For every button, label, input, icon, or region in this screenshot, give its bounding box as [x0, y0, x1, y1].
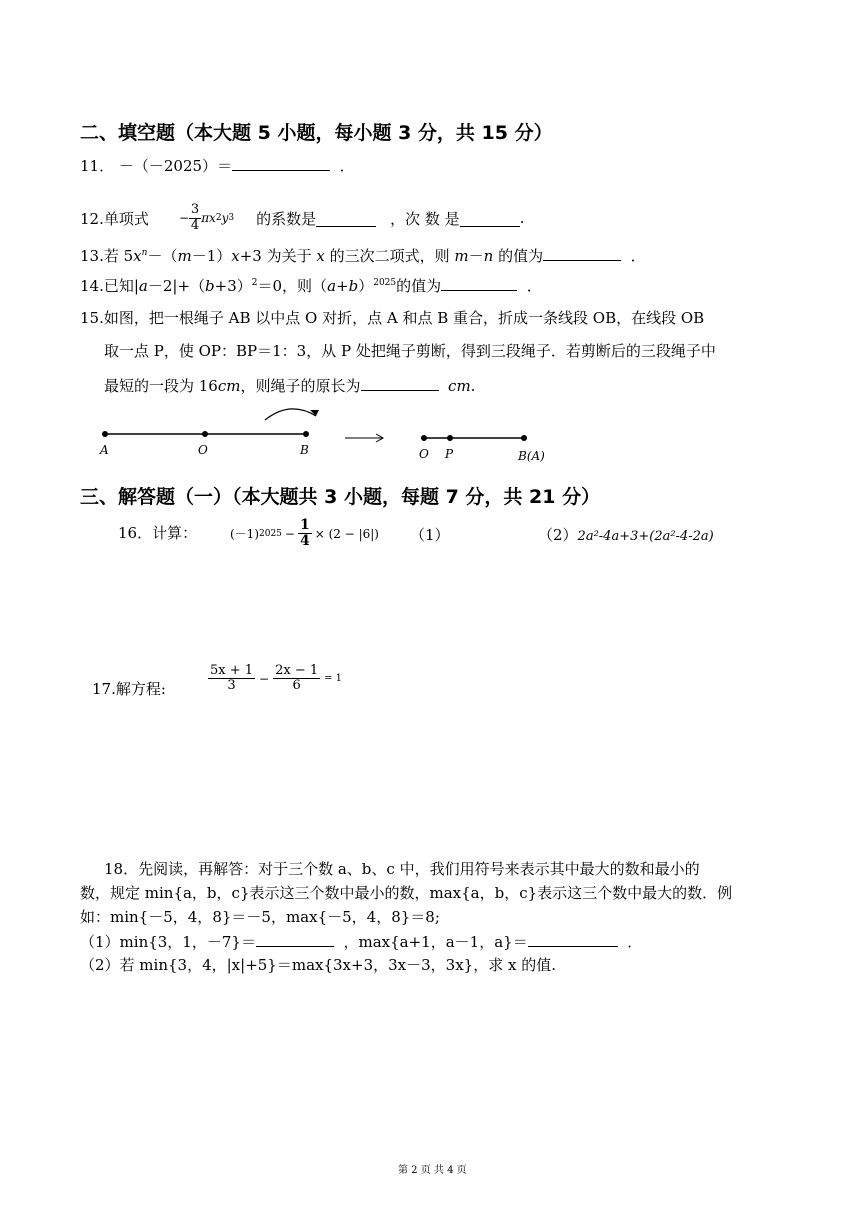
section-2-title: 二、填空题（本大题 5 小题，每小题 3 分，共 15 分）: [80, 122, 553, 144]
question-15-line-3: 最短的一段为 16cm，则绳子的原长为 cm.: [104, 374, 475, 396]
q12-pi: π: [201, 211, 210, 225]
q11-end: ．: [339, 157, 355, 175]
q12-degree-text: ，次 数 是: [390, 209, 460, 228]
q18-line-2: 数，规定 min{a，b，c}表示这三个数中最小的数，max{a，b，c}表示这三个数中最大的数．例: [80, 884, 733, 902]
fold-arc: [265, 409, 316, 420]
q11-text: 11． －（－2025）＝: [80, 157, 233, 175]
label-o2: O: [419, 447, 429, 461]
question-11: [80, 154, 355, 176]
q13-answer-blank[interactable]: [543, 244, 621, 261]
point-a: [102, 431, 108, 437]
q16-expression-1: (－1) 2025 − $\frac{1}{4}$ × (2 − |6|): [230, 517, 379, 550]
q12-prefix: 12.单项式: [80, 209, 149, 228]
q18-line-1: 18．先阅读，再解答：对于三个数 a、b、c 中，我们用符号来表示其中最大的数和最小的: [104, 860, 700, 878]
q12-exp-y: 3: [228, 213, 235, 223]
question-14: 14.已知$|a-2|+(b+3)^2=0$，则$(a+b)^{2025}$的值为 ．: [80, 274, 542, 296]
question-12: [80, 196, 524, 240]
q14-answer-blank[interactable]: [441, 274, 517, 291]
section-3-title: 三、解答题（一）（本大题共 3 小题，每题 7 分，共 21 分）: [80, 486, 601, 508]
point-o: [202, 431, 208, 437]
q16-label: 16．计算：: [118, 524, 198, 542]
q18-part-1: （1）min{3，1，－7}＝ ，max{a+1，a－1，a}＝ ．: [80, 930, 642, 952]
q16-part-2: （2）2a²-4a+3+(2a²-4-2a): [538, 526, 714, 544]
point-o2: [421, 435, 427, 441]
label-b: B: [300, 443, 309, 457]
label-ba: B(A): [518, 449, 545, 463]
q17-label: 17.解方程:: [92, 680, 166, 698]
label-p: P: [445, 447, 454, 461]
q12-var-y: y: [221, 211, 229, 225]
question-13: 13.若 $5x^n-(m-1)x+3$ 为关于 x 的三次二项式，则 m－n 的值为 ．: [80, 244, 646, 266]
q12-coefficient-fraction: $\frac{3}{4}$: [190, 202, 200, 233]
q12-coef-sign: −: [178, 211, 189, 225]
q15-answer-blank[interactable]: [361, 374, 439, 391]
q18-min-blank[interactable]: [256, 930, 334, 947]
label-a: A: [100, 443, 109, 457]
q18-part-2: （2）若 min{3，4，|x|+5}＝max{3x+3，3x－3，3x}，求 x 的值.: [80, 956, 556, 974]
rope-fold-figure: [90, 398, 570, 468]
q18-max-blank[interactable]: [528, 930, 618, 947]
label-o: O: [198, 443, 208, 457]
q11-answer-blank[interactable]: [232, 154, 330, 171]
q17-equation: $\frac{5x + 1}{3}$ − $\frac{2x - 1}{6}$ = 1: [210, 663, 343, 694]
q12-var-x: x: [209, 211, 216, 225]
q12-degree-blank[interactable]: [460, 210, 520, 227]
q18-line-3: 如：min{－5，4，8}＝－5，max{－5，4，8}＝8;: [80, 908, 440, 926]
point-p: [447, 435, 453, 441]
question-15-line-2: 取一点 P，使 OP：BP＝1：3，从 P 处把绳子剪断，得到三段绳子．若剪断后的三段绳子中: [104, 342, 716, 360]
point-b: [303, 431, 309, 437]
q12-mid-text: 的系数是: [256, 209, 317, 228]
q16-part-1-label: （1）: [410, 526, 450, 544]
q12-exp-x: 2: [215, 213, 222, 223]
q12-coef-blank[interactable]: [316, 210, 376, 227]
q12-end: .: [519, 209, 525, 227]
page-footer: 第 2 页 共 4 页: [398, 1165, 467, 1176]
point-ba: [521, 435, 527, 441]
question-15-line-1: 15.如图，把一根绳子 AB 以中点 O 对折，点 A 和点 B 重合，折成一条线段 OB，在线段 OB: [80, 309, 705, 327]
